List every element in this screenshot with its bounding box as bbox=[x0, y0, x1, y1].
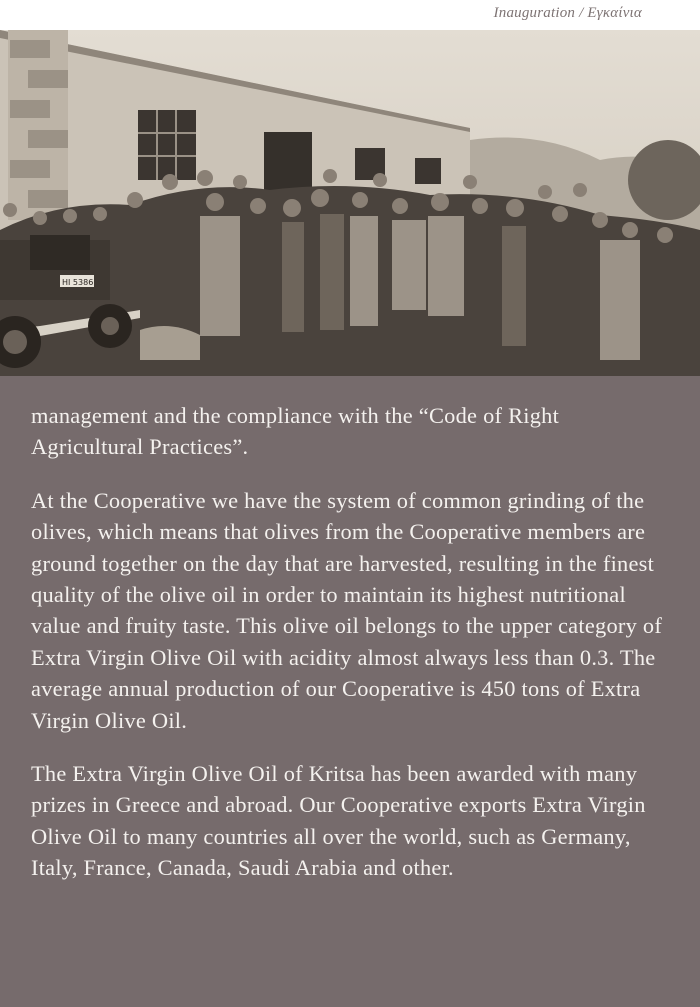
paragraph-2: At the Cooperative we have the system of common grinding of the olives, which means that olives from the Cooperative members are ground together on the day that are harvested, resulting in the finest quality of the olive oil in order to maintain its highest nutritional value and fruity taste. This olive oil belongs to the upper category of Extra Virgin Olive Oil with acidity almost always less than 0.3. The average annual production of our Cooperative is 450 tons of Extra Virgin Olive Oil. bbox=[31, 487, 663, 733]
inauguration-photo bbox=[0, 30, 700, 376]
body-text bbox=[31, 400, 671, 906]
license-plate: ΗΙ 5386 bbox=[62, 278, 94, 287]
paragraph-1: management and the compliance with the “Code of Right Agricultural Practices”. bbox=[31, 403, 560, 460]
paragraph-3: The Extra Virgin Olive Oil of Kritsa has been awarded with many prizes in Greece and abroad. Our Cooperative exports Extra Virgin Olive Oil to many countries all over the world, such as Germany, Italy, France, Canada, Saudi Arabia and other. bbox=[31, 761, 646, 881]
photo-caption: Inauguration / Εγκαίνια bbox=[493, 5, 642, 21]
caption-bar bbox=[0, 0, 700, 30]
